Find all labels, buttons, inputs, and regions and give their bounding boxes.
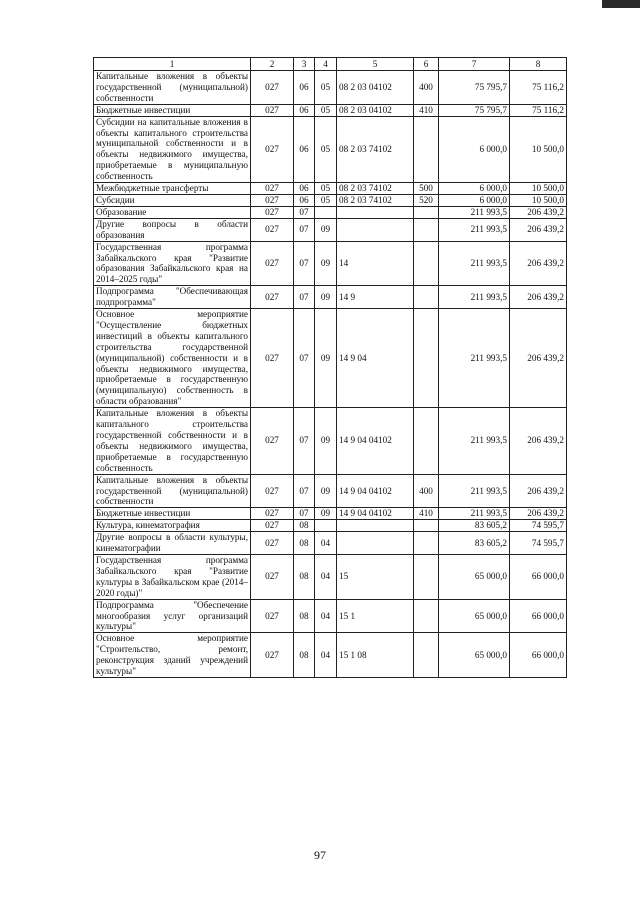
subsection-code-cell: 05 bbox=[315, 104, 337, 116]
row-name-cell: Подпрограмма "Обеспечение многообразия услуг организаций культуры" bbox=[94, 599, 251, 633]
expense-type-cell bbox=[414, 218, 439, 241]
amount-cell: 75 795,7 bbox=[439, 104, 510, 116]
table-row bbox=[94, 218, 567, 241]
expense-type-cell bbox=[414, 554, 439, 599]
amount-cell: 6 000,0 bbox=[439, 194, 510, 206]
subsection-code-cell: 05 bbox=[315, 116, 337, 182]
table-row bbox=[94, 194, 567, 206]
target-article-cell: 08 2 03 04102 bbox=[337, 71, 414, 105]
row-name-cell: Другие вопросы в области образования bbox=[94, 218, 251, 241]
amount-cell: 83 605,2 bbox=[439, 532, 510, 555]
amount-cell: 66 000,0 bbox=[510, 599, 567, 633]
amount-cell: 10 500,0 bbox=[510, 194, 567, 206]
table-row bbox=[94, 286, 567, 309]
column-header: 1 bbox=[94, 58, 251, 71]
target-article-cell: 14 9 bbox=[337, 286, 414, 309]
column-header: 7 bbox=[439, 58, 510, 71]
amount-cell: 65 000,0 bbox=[439, 599, 510, 633]
target-article-cell bbox=[337, 206, 414, 218]
amount-cell: 74 595,7 bbox=[510, 532, 567, 555]
amount-cell: 206 439,2 bbox=[510, 474, 567, 508]
section-code-cell: 07 bbox=[294, 474, 315, 508]
table-row bbox=[94, 116, 567, 182]
subsection-code-cell bbox=[315, 520, 337, 532]
table-row bbox=[94, 474, 567, 508]
section-code-cell: 06 bbox=[294, 194, 315, 206]
budget-table bbox=[93, 57, 567, 678]
row-name-cell: Капитальные вложения в объекты капитального строительства государственной собственности и в объекты недвижимого имущества, приобретаемые в государственную собственность bbox=[94, 408, 251, 474]
amount-cell: 65 000,0 bbox=[439, 554, 510, 599]
expense-type-cell bbox=[414, 206, 439, 218]
amount-cell: 75 116,2 bbox=[510, 104, 567, 116]
target-article-cell bbox=[337, 520, 414, 532]
row-name-cell: Межбюджетные трансферты bbox=[94, 183, 251, 195]
amount-cell: 211 993,5 bbox=[439, 218, 510, 241]
row-name-cell: Субсидии на капитальные вложения в объекты капитального строительства муниципальной собственности и в объекты недвижимого имущества, приобретаемые в муниципальную собственность bbox=[94, 116, 251, 182]
table-row bbox=[94, 104, 567, 116]
section-code-cell: 08 bbox=[294, 599, 315, 633]
ministry-code-cell: 027 bbox=[251, 71, 294, 105]
section-code-cell: 06 bbox=[294, 116, 315, 182]
row-name-cell: Государственная программа Забайкальского края "Развитие культуры в Забайкальском крае (2014–2020 годы)" bbox=[94, 554, 251, 599]
amount-cell: 206 439,2 bbox=[510, 286, 567, 309]
expense-type-cell: 400 bbox=[414, 474, 439, 508]
row-name-cell: Государственная программа Забайкальского края "Развитие образования Забайкальского края на 2014–2025 годы" bbox=[94, 241, 251, 286]
subsection-code-cell: 05 bbox=[315, 183, 337, 195]
amount-cell: 10 500,0 bbox=[510, 116, 567, 182]
target-article-cell: 08 2 03 04102 bbox=[337, 104, 414, 116]
row-name-cell: Бюджетные инвестиции bbox=[94, 104, 251, 116]
amount-cell: 211 993,5 bbox=[439, 408, 510, 474]
amount-cell: 211 993,5 bbox=[439, 206, 510, 218]
ministry-code-cell: 027 bbox=[251, 116, 294, 182]
section-code-cell: 06 bbox=[294, 104, 315, 116]
table-row bbox=[94, 183, 567, 195]
table-row bbox=[94, 206, 567, 218]
target-article-cell: 15 1 08 bbox=[337, 633, 414, 678]
expense-type-cell bbox=[414, 286, 439, 309]
target-article-cell: 14 9 04 04102 bbox=[337, 408, 414, 474]
table-row bbox=[94, 633, 567, 678]
table-row bbox=[94, 554, 567, 599]
page-number: 97 bbox=[314, 848, 326, 862]
table-row bbox=[94, 71, 567, 105]
row-name-cell: Основное мероприятие "Строительство, ремонт, реконструкция зданий учреждений культуры" bbox=[94, 633, 251, 678]
amount-cell: 206 439,2 bbox=[510, 241, 567, 286]
ministry-code-cell: 027 bbox=[251, 508, 294, 520]
target-article-cell: 15 bbox=[337, 554, 414, 599]
expense-type-cell bbox=[414, 532, 439, 555]
amount-cell: 211 993,5 bbox=[439, 474, 510, 508]
section-code-cell: 08 bbox=[294, 554, 315, 599]
ministry-code-cell: 027 bbox=[251, 194, 294, 206]
column-header: 4 bbox=[315, 58, 337, 71]
amount-cell: 211 993,5 bbox=[439, 241, 510, 286]
amount-cell: 206 439,2 bbox=[510, 218, 567, 241]
table-row bbox=[94, 508, 567, 520]
expense-type-cell bbox=[414, 408, 439, 474]
amount-cell: 206 439,2 bbox=[510, 206, 567, 218]
subsection-code-cell bbox=[315, 206, 337, 218]
expense-type-cell: 410 bbox=[414, 508, 439, 520]
section-code-cell: 07 bbox=[294, 206, 315, 218]
target-article-cell: 14 9 04 bbox=[337, 309, 414, 408]
subsection-code-cell: 04 bbox=[315, 633, 337, 678]
section-code-cell: 08 bbox=[294, 633, 315, 678]
section-code-cell: 07 bbox=[294, 286, 315, 309]
subsection-code-cell: 09 bbox=[315, 241, 337, 286]
target-article-cell: 15 1 bbox=[337, 599, 414, 633]
row-name-cell: Субсидии bbox=[94, 194, 251, 206]
amount-cell: 65 000,0 bbox=[439, 633, 510, 678]
row-name-cell: Основное мероприятие "Осуществление бюджетных инвестиций в объекты капитального строительства государственной (муниципальной) собственности и в объекты недвижимого имущества, приобретаемые в государственную (муниципальную) собственность в области образования" bbox=[94, 309, 251, 408]
target-article-cell: 14 9 04 04102 bbox=[337, 474, 414, 508]
ministry-code-cell: 027 bbox=[251, 218, 294, 241]
subsection-code-cell: 09 bbox=[315, 508, 337, 520]
target-article-cell: 14 9 04 04102 bbox=[337, 508, 414, 520]
row-name-cell: Образование bbox=[94, 206, 251, 218]
target-article-cell: 08 2 03 74102 bbox=[337, 116, 414, 182]
table-header-row bbox=[94, 58, 567, 71]
section-code-cell: 08 bbox=[294, 532, 315, 555]
table-row bbox=[94, 309, 567, 408]
column-header: 5 bbox=[337, 58, 414, 71]
expense-type-cell: 500 bbox=[414, 183, 439, 195]
amount-cell: 66 000,0 bbox=[510, 633, 567, 678]
ministry-code-cell: 027 bbox=[251, 520, 294, 532]
ministry-code-cell: 027 bbox=[251, 633, 294, 678]
amount-cell: 206 439,2 bbox=[510, 508, 567, 520]
expense-type-cell: 410 bbox=[414, 104, 439, 116]
amount-cell: 66 000,0 bbox=[510, 554, 567, 599]
amount-cell: 75 795,7 bbox=[439, 71, 510, 105]
row-name-cell: Капитальные вложения в объекты государственной (муниципальной) собственности bbox=[94, 71, 251, 105]
row-name-cell: Бюджетные инвестиции bbox=[94, 508, 251, 520]
section-code-cell: 07 bbox=[294, 508, 315, 520]
table-row bbox=[94, 532, 567, 555]
subsection-code-cell: 05 bbox=[315, 194, 337, 206]
expense-type-cell bbox=[414, 116, 439, 182]
expense-type-cell bbox=[414, 309, 439, 408]
subsection-code-cell: 09 bbox=[315, 286, 337, 309]
column-header: 2 bbox=[251, 58, 294, 71]
row-name-cell: Культура, кинематография bbox=[94, 520, 251, 532]
subsection-code-cell: 09 bbox=[315, 408, 337, 474]
table-body bbox=[94, 71, 567, 678]
ministry-code-cell: 027 bbox=[251, 532, 294, 555]
amount-cell: 74 595,7 bbox=[510, 520, 567, 532]
expense-type-cell bbox=[414, 633, 439, 678]
ministry-code-cell: 027 bbox=[251, 309, 294, 408]
subsection-code-cell: 04 bbox=[315, 532, 337, 555]
ministry-code-cell: 027 bbox=[251, 206, 294, 218]
expense-type-cell bbox=[414, 520, 439, 532]
subsection-code-cell: 04 bbox=[315, 599, 337, 633]
amount-cell: 206 439,2 bbox=[510, 309, 567, 408]
subsection-code-cell: 04 bbox=[315, 554, 337, 599]
ministry-code-cell: 027 bbox=[251, 183, 294, 195]
expense-type-cell bbox=[414, 241, 439, 286]
amount-cell: 83 605,2 bbox=[439, 520, 510, 532]
amount-cell: 211 993,5 bbox=[439, 286, 510, 309]
amount-cell: 206 439,2 bbox=[510, 408, 567, 474]
ministry-code-cell: 027 bbox=[251, 599, 294, 633]
column-header: 3 bbox=[294, 58, 315, 71]
amount-cell: 6 000,0 bbox=[439, 116, 510, 182]
amount-cell: 6 000,0 bbox=[439, 183, 510, 195]
expense-type-cell bbox=[414, 599, 439, 633]
subsection-code-cell: 09 bbox=[315, 218, 337, 241]
expense-type-cell: 400 bbox=[414, 71, 439, 105]
target-article-cell: 08 2 03 74102 bbox=[337, 183, 414, 195]
amount-cell: 75 116,2 bbox=[510, 71, 567, 105]
ministry-code-cell: 027 bbox=[251, 286, 294, 309]
section-code-cell: 06 bbox=[294, 183, 315, 195]
target-article-cell bbox=[337, 532, 414, 555]
amount-cell: 211 993,5 bbox=[439, 309, 510, 408]
section-code-cell: 08 bbox=[294, 520, 315, 532]
target-article-cell bbox=[337, 218, 414, 241]
ministry-code-cell: 027 bbox=[251, 408, 294, 474]
section-code-cell: 07 bbox=[294, 309, 315, 408]
table-row bbox=[94, 520, 567, 532]
expense-type-cell: 520 bbox=[414, 194, 439, 206]
ministry-code-cell: 027 bbox=[251, 554, 294, 599]
table-row bbox=[94, 599, 567, 633]
section-code-cell: 07 bbox=[294, 218, 315, 241]
subsection-code-cell: 09 bbox=[315, 309, 337, 408]
ministry-code-cell: 027 bbox=[251, 241, 294, 286]
ministry-code-cell: 027 bbox=[251, 474, 294, 508]
column-header: 8 bbox=[510, 58, 567, 71]
row-name-cell: Подпрограмма "Обеспечивающая подпрограмма" bbox=[94, 286, 251, 309]
amount-cell: 10 500,0 bbox=[510, 183, 567, 195]
row-name-cell: Другие вопросы в области культуры, кинематографии bbox=[94, 532, 251, 555]
section-code-cell: 06 bbox=[294, 71, 315, 105]
subsection-code-cell: 05 bbox=[315, 71, 337, 105]
column-header: 6 bbox=[414, 58, 439, 71]
section-code-cell: 07 bbox=[294, 241, 315, 286]
row-name-cell: Капитальные вложения в объекты государственной (муниципальной) собственности bbox=[94, 474, 251, 508]
section-code-cell: 07 bbox=[294, 408, 315, 474]
table-row bbox=[94, 408, 567, 474]
target-article-cell: 14 bbox=[337, 241, 414, 286]
scan-corner-mark bbox=[602, 0, 640, 8]
amount-cell: 211 993,5 bbox=[439, 508, 510, 520]
subsection-code-cell: 09 bbox=[315, 474, 337, 508]
target-article-cell: 08 2 03 74102 bbox=[337, 194, 414, 206]
table-row bbox=[94, 241, 567, 286]
ministry-code-cell: 027 bbox=[251, 104, 294, 116]
